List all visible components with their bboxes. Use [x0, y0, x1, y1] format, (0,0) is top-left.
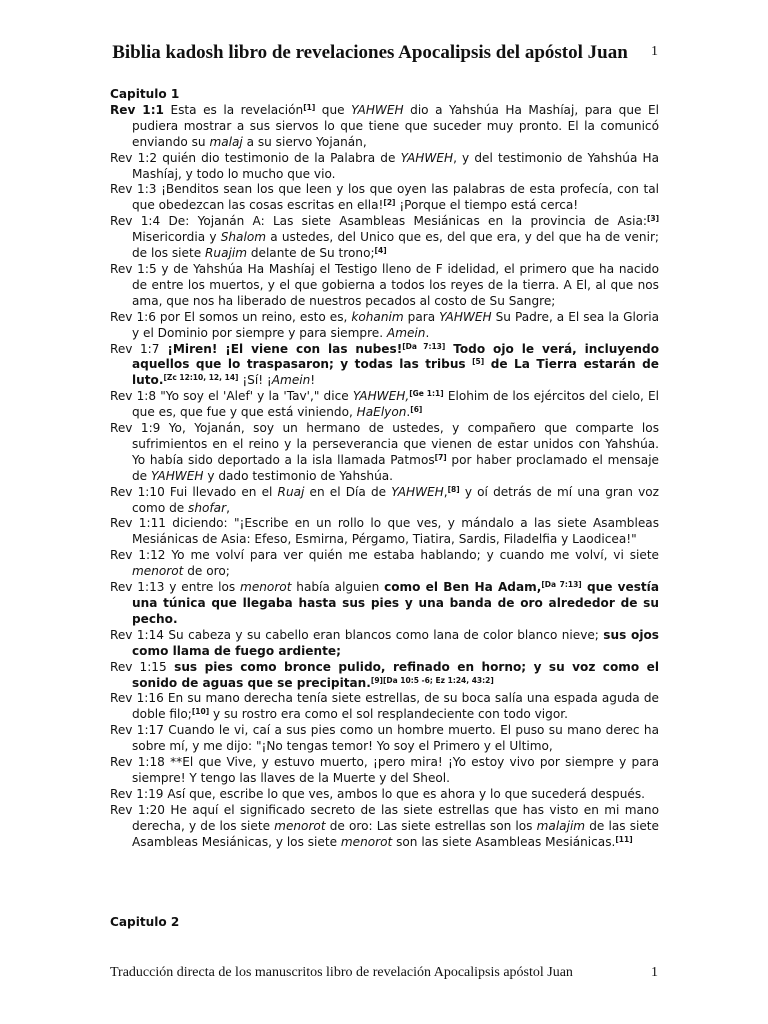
verse-text: **El que Vive, y estuvo muerto, ¡pero mira! ¡Yo estoy vivo por siempre y para siempre! Y tengo las llaves de la Muerte y del Sheol.	[132, 755, 659, 785]
verse-text: Shalom	[220, 230, 267, 245]
footer-page-number: 1	[651, 965, 658, 980]
verse-text: y su rostro era como el sol resplandeciente con todo vigor.	[209, 707, 568, 722]
verse-reference: Rev 1:3	[110, 182, 157, 197]
verse-text: shofar	[188, 500, 227, 515]
verse	[110, 580, 659, 628]
verse-text: YAHWEH	[352, 389, 406, 404]
verse-text: son las siete Asambleas Mesiánicas.	[392, 834, 616, 849]
verse-text: y oí detrás de mí una gran voz como de	[132, 484, 659, 515]
verse-reference: Rev 1:17	[110, 723, 164, 738]
footnote-marker: [3]	[646, 214, 660, 224]
verse-text: Así que, escribe lo que ves, ambos lo que es ahora y lo que sucederá después.	[163, 786, 645, 801]
verse	[110, 660, 659, 692]
verse-text: que	[315, 102, 352, 117]
verse-reference: Rev 1:20	[110, 802, 165, 817]
verse-text: Yo, Yojanán, soy un hermano de ustedes, y compañero que comparte los sufrimientos en el reino y la perseverancia que vienen de estar unidos con Yahshúa. Yo había sido deportado a la isla llamada Patmos	[132, 421, 659, 467]
verse-text: por haber proclamado el mensaje de	[132, 452, 659, 483]
verse-text: Ruajim	[205, 246, 247, 261]
verse	[110, 691, 659, 723]
footnote-marker: [6]	[410, 405, 423, 415]
verse-text: Ruaj	[277, 484, 305, 499]
verse-text: Yo me volví para ver quién me estaba hablando; y cuando me volví, vi siete	[165, 548, 659, 563]
verse-text: ,	[226, 500, 230, 515]
verse-reference: Rev 1:13	[110, 580, 165, 595]
verse-reference: Rev 1:9	[110, 421, 161, 436]
footer-text: Traducción directa de los manuscritos libro de revelación Apocalipsis apóstol Juan	[110, 965, 573, 980]
verse-text: a su siervo Yojanán,	[242, 134, 367, 149]
verse-reference: Rev 1:19	[110, 786, 164, 801]
verse	[110, 787, 659, 803]
verse-reference: Rev 1:5	[110, 261, 157, 276]
verse	[110, 342, 659, 390]
chapter-2-heading: Capitulo 2	[110, 915, 180, 929]
footnote-marker: [Da 7:13]	[541, 580, 582, 590]
verse	[110, 516, 659, 548]
verse-text: Todo ojo le verá, incluyendo aquellos que lo traspasaron; y todas las tribus	[132, 341, 660, 372]
document-title: Biblia kadosh libro de revelaciones Apocalipsis del apóstol Juan	[112, 42, 628, 63]
verse-reference: Rev 1:15	[110, 659, 167, 674]
verse-text: de oro;	[183, 564, 230, 579]
verse-text: de las siete Asambleas Mesiánicas, y los siete	[132, 818, 659, 849]
footnote-marker: [11]	[615, 834, 633, 844]
verse	[110, 755, 659, 787]
footnote-marker: [4]	[374, 246, 387, 256]
verse-reference: Rev 1:2	[110, 150, 158, 165]
verse-text: Cuando le vi, caí a sus pies como un hombre muerto. El puso su mano derec ha sobre mí, y me dijo: "¡No tengas temor! Yo soy el Primero y el Ultimo,	[132, 723, 659, 754]
verse-text: por El somos un reino, esto es,	[155, 309, 352, 324]
verse-text: En su mano derecha tenía siete estrellas, de su boca salía una espada aguda de doble filo;	[132, 691, 659, 722]
verse	[110, 628, 659, 660]
verse-text: a ustedes, del Unico que es, del que era, y del que ha de venir; de los siete	[132, 230, 659, 261]
verse-text: para	[403, 309, 440, 324]
verse-text: que vestía una túnica que llegaba hasta sus pies y una banda de oro alrededor de su pecho.	[132, 580, 659, 626]
verse-text: HaElyon	[356, 405, 407, 420]
verse-text: ¡Miren! ¡El viene con las nubes!	[159, 341, 403, 356]
verse	[110, 262, 659, 310]
verse-text: !	[310, 373, 316, 388]
footnote-marker: [Da 7:13]	[402, 341, 446, 351]
verse	[110, 214, 659, 262]
verse-text: diciendo: "¡Escribe en un rollo lo que ves, y mándalo a las siete Asambleas Mesiánicas de Asia: Efeso, Esmirna, Pérgamo, Tiatira, Sardis, Filadelfia y Laodicea!"	[132, 516, 659, 547]
verse-reference: Rev 1:11	[110, 516, 166, 531]
footnote-marker: [2]	[383, 198, 396, 208]
verse-text: como el Ben Ha Adam,	[384, 580, 542, 595]
verse-text: y entre los	[164, 580, 241, 595]
verse-reference: Rev 1:4	[110, 214, 161, 229]
verse-text: Elohim de los ejércitos del cielo, El que es, que fue y que está viniendo,	[132, 389, 660, 420]
verse-text: YAHWEH	[439, 309, 492, 324]
verse-reference: Rev 1:1	[110, 102, 164, 117]
verse-text: ¡Porque el tiempo está cerca!	[395, 198, 579, 213]
verse	[110, 151, 659, 183]
verse-list	[110, 103, 659, 851]
verse-text: YAHWEH	[391, 484, 444, 499]
footnote-marker: [5]	[472, 357, 485, 367]
verse-text: Su cabeza y su cabello eran blancos como lana de color blanco nieve;	[164, 627, 604, 642]
verse-reference: Rev 1:16	[110, 691, 164, 706]
verse-text: había alguien	[291, 580, 385, 595]
verse	[110, 103, 659, 151]
footnote-marker: [10]	[191, 707, 210, 717]
verse-text: kohanim	[351, 309, 404, 324]
verse-text: malajim	[536, 818, 586, 833]
verse-text: , y del testimonio de Yahshúa Ha Mashíaj, y todo lo mucho que vio.	[132, 150, 660, 181]
verse-text: menorot	[340, 834, 393, 849]
verse-text: delante de Su trono;	[246, 246, 375, 261]
verse-text: sus pies como bronce pulido, refinado en horno; y su voz como el sonido de aguas que se precipitan.	[132, 659, 659, 690]
verse-text: He aquí el significado secreto de las siete estrellas que has visto en mi mano derecha, y de los siete	[132, 802, 659, 833]
footnote-marker: [8]	[447, 484, 460, 494]
verse-text: Amein	[386, 325, 426, 340]
footnote-marker: [Ge 1:1]	[409, 389, 444, 399]
verse-text: De: Yojanán A: Las siete Asambleas Mesiánicas en la provincia de Asia:	[160, 214, 647, 229]
verse-reference: Rev 1:6	[110, 309, 156, 324]
chapter-1-heading: Capitulo 1	[110, 87, 180, 101]
verse-reference: Rev 1:7	[110, 341, 160, 356]
footnote-marker: [7]	[434, 452, 447, 462]
verse-text: quién dio testimonio de la Palabra de	[157, 150, 401, 165]
verse	[110, 421, 659, 485]
footnote-marker: [Zc 12:10, 12, 14]	[163, 373, 239, 383]
verse-text: ¡Sí! ¡	[238, 373, 272, 388]
verse-text: Amein	[271, 373, 311, 388]
verse	[110, 389, 659, 421]
verse-text: y dado testimonio de Yahshúa.	[203, 468, 394, 483]
verse-text: y de Yahshúa Ha Mashíaj el Testigo lleno de F idelidad, el primero que ha nacido de entre los muertos, y el que gobierna a todos los reyes de la tierra. A El, al que nos ama, que nos ha liberado de nuestros pecados al costo de Su Sangre;	[132, 261, 659, 308]
verse-text: YAHWEH	[400, 150, 454, 165]
verse	[110, 548, 659, 580]
verse-text: en el Día de	[304, 484, 392, 499]
verse-text: ¡Benditos sean los que leen y los que oyen las palabras de esta profecía, con tal que obedezcan las cosas escritas en ella!	[132, 182, 659, 213]
verse-text: menorot	[240, 580, 292, 595]
verse-text: ,	[443, 484, 448, 499]
verse-text: de La Tierra estarán de luto.	[132, 357, 659, 388]
footnote-marker: [1]	[303, 102, 316, 112]
verse-text: Misericordia y	[132, 230, 221, 245]
verse-text: Su Padre, a El sea la Gloria y el Dominio por siempre y para siempre.	[132, 309, 659, 340]
verse-text: de oro: Las siete estrellas son los	[325, 818, 537, 833]
verse	[110, 310, 659, 342]
verse-reference: Rev 1:14	[110, 627, 164, 642]
verse-text: YAHWEH	[351, 102, 404, 117]
verse-text: .	[425, 325, 430, 340]
verse-text: .	[406, 405, 411, 420]
verse-text: malaj	[209, 134, 243, 149]
verse	[110, 485, 659, 517]
verse-text: menorot	[274, 818, 326, 833]
verse	[110, 803, 659, 851]
verse-reference: Rev 1:12	[110, 548, 166, 563]
verse-text: ,	[405, 389, 410, 404]
verse-text: dio a Yahshúa Ha Mashíaj, para que El pudiera mostrar a sus siervos lo que tiene que suceder muy pronto. El la comunicó enviando su	[132, 102, 659, 149]
verse-text: YAHWEH	[150, 468, 204, 483]
verse-text: Esta es la revelación	[163, 102, 304, 117]
verse-text: sus ojos como llama de fuego ardiente;	[132, 627, 659, 658]
verse	[110, 723, 659, 755]
verse-text: menorot	[132, 564, 184, 579]
verse-text: Fui llevado en el	[164, 484, 278, 499]
page-footer	[110, 965, 690, 981]
verse	[110, 182, 659, 214]
footnote-marker: [9][Da 10:5 -6; Ez 1:24, 43:2]	[370, 675, 494, 685]
verse-text: "Yo soy el 'Alef' y la 'Tav'," dice	[156, 389, 353, 404]
verse-reference: Rev 1:8	[110, 389, 157, 404]
document-body	[110, 87, 659, 851]
verse-reference: Rev 1:18	[110, 755, 165, 770]
header-page-number: 1	[651, 44, 658, 59]
verse-reference: Rev 1:10	[110, 484, 165, 499]
